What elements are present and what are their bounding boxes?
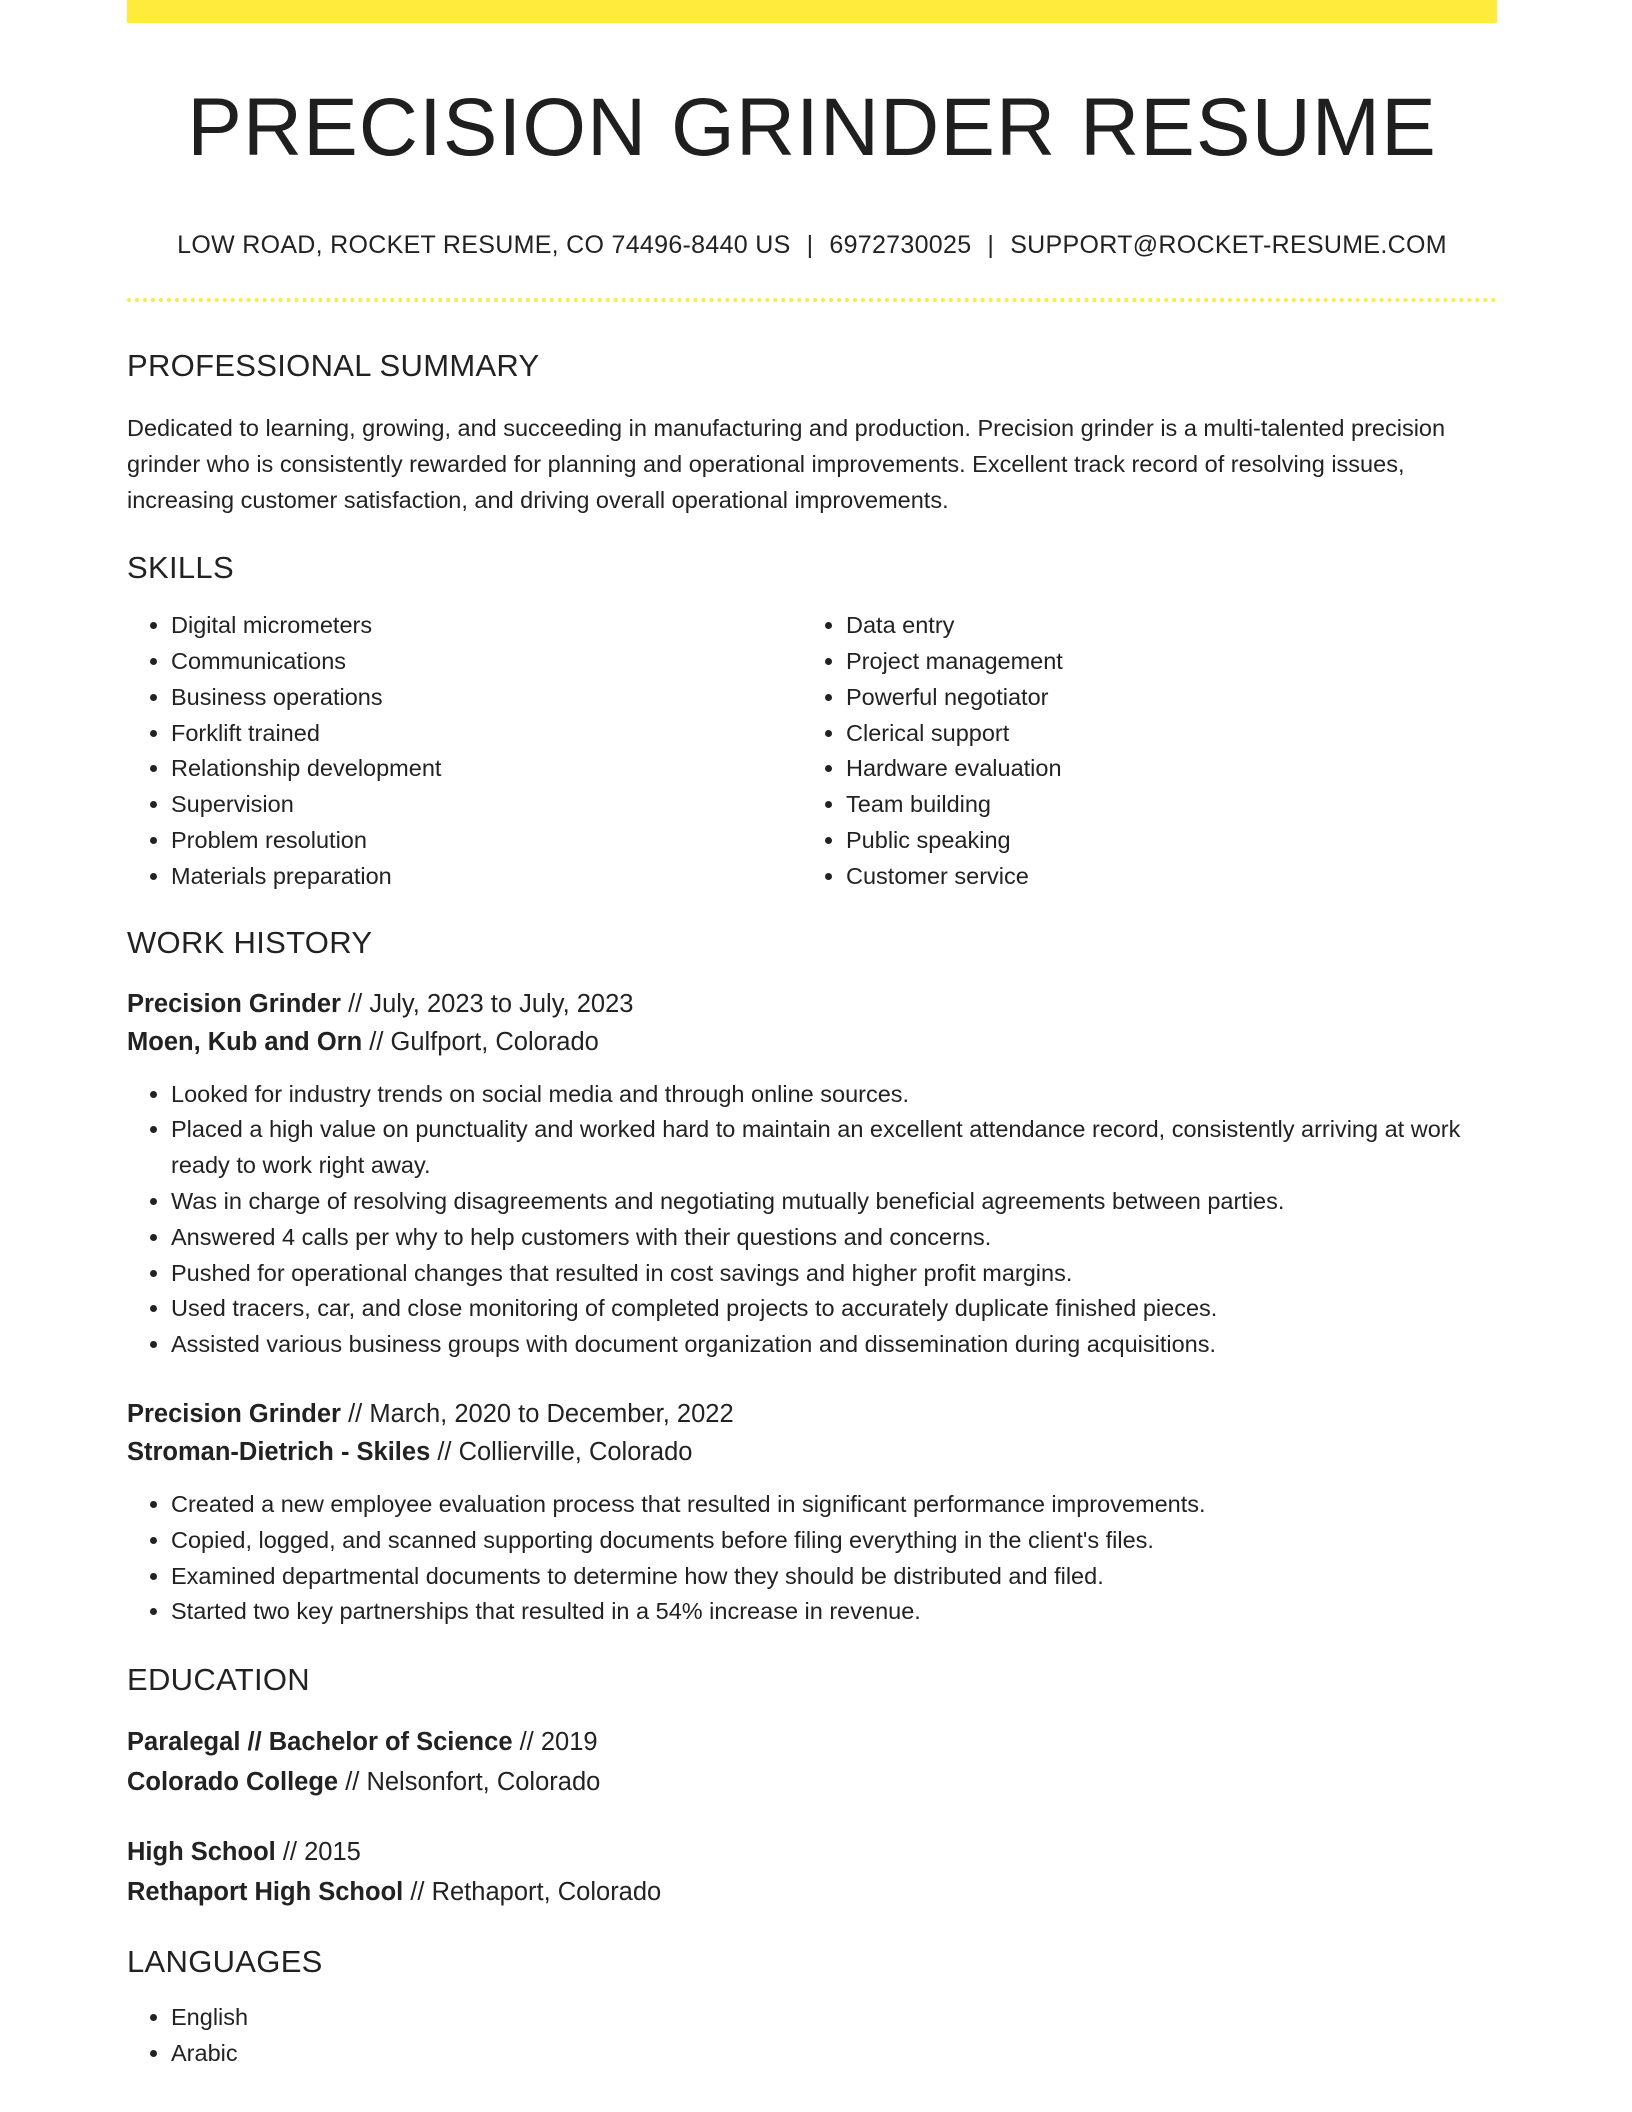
skill-item: • Supervision	[171, 787, 802, 823]
skill-item: • Data entry	[846, 608, 1477, 644]
contact-line	[127, 231, 1497, 260]
job-title-line	[127, 1395, 1497, 1433]
contact-phone: 6972730025	[829, 231, 972, 260]
education-location: // Nelsonfort, Colorado	[338, 1768, 601, 1797]
skill-item: • Project management	[846, 644, 1477, 680]
skill-item: • Customer service	[846, 859, 1477, 895]
education-entry	[127, 1722, 1497, 1802]
skill-item: • Communications	[171, 644, 802, 680]
job-bullet: • Placed a high value on punctuality and worked hard to maintain an excellent attendance record, consistently arriving at work ready to work right away.	[171, 1112, 1497, 1184]
job-bullet: • Started two key partnerships that resulted in a 54% increase in revenue.	[171, 1594, 1497, 1630]
skill-item: • Hardware evaluation	[846, 751, 1477, 787]
resume-page	[127, 0, 1497, 2072]
job-entry	[127, 985, 1497, 1363]
job-bullet: • Examined departmental documents to determine how they should be distributed and filed.	[171, 1559, 1497, 1595]
job-company-line	[127, 1433, 1497, 1471]
education-year: // 2019	[512, 1728, 598, 1757]
education-degree-line	[127, 1722, 1497, 1762]
job-role: Precision Grinder	[127, 1399, 341, 1428]
languages-list	[127, 2000, 1497, 2072]
job-entry	[127, 1395, 1497, 1630]
job-company: Stroman-Dietrich - Skiles	[127, 1437, 431, 1466]
job-title-line	[127, 985, 1497, 1023]
languages-heading: LANGUAGES	[127, 1944, 323, 1980]
job-bullets	[127, 1077, 1497, 1363]
job-bullet: • Assisted various business groups with document organization and dissemination during acquisitions.	[171, 1327, 1497, 1363]
job-bullet: • Created a new employee evaluation process that resulted in significant performance improvements.	[171, 1487, 1497, 1523]
job-dates: // March, 2020 to December, 2022	[341, 1399, 734, 1428]
job-company: Moen, Kub and Orn	[127, 1027, 363, 1056]
education-school-line	[127, 1872, 1497, 1912]
job-location: // Gulfport, Colorado	[362, 1027, 599, 1056]
education-location: // Rethaport, Colorado	[403, 1878, 662, 1907]
skill-item: • Relationship development	[171, 751, 802, 787]
education-degree: Paralegal // Bachelor of Science	[127, 1728, 513, 1757]
language-item: • English	[171, 2000, 1497, 2036]
skill-item: • Powerful negotiator	[846, 680, 1477, 716]
job-bullet: • Used tracers, car, and close monitoring of completed projects to accurately duplicate finished pieces.	[171, 1291, 1497, 1327]
resume-title: PRECISION GRINDER RESUME	[187, 82, 1437, 173]
summary-text: Dedicated to learning, growing, and succeeding in manufacturing and production. Precision grinder is a multi-talented precision grinder who is consistently rewarded for planning and operational improvements. Excellent track record of resolving issues, increasing customer satisfaction, and driving overall operational improvements.	[127, 415, 1446, 514]
skill-item: • Digital micrometers	[171, 608, 802, 644]
skills-column-right	[802, 608, 1477, 894]
job-role: Precision Grinder	[127, 989, 341, 1018]
job-company-line	[127, 1023, 1497, 1061]
job-bullet: • Looked for industry trends on social media and through online sources.	[171, 1077, 1497, 1113]
education-year: // 2015	[275, 1838, 361, 1867]
skill-item: • Forklift trained	[171, 716, 802, 752]
summary-heading: PROFESSIONAL SUMMARY	[127, 348, 540, 384]
skills-heading: SKILLS	[127, 550, 234, 586]
skill-item: • Clerical support	[846, 716, 1477, 752]
skills-list	[127, 608, 1497, 894]
contact-email: SUPPORT@ROCKET-RESUME.COM	[1010, 231, 1447, 260]
education-school: Rethaport High School	[127, 1878, 404, 1907]
skill-item: • Public speaking	[846, 823, 1477, 859]
skill-item: • Materials preparation	[171, 859, 802, 895]
accent-top-bar	[127, 0, 1497, 23]
language-item: • Arabic	[171, 2036, 1497, 2072]
job-bullets	[127, 1487, 1497, 1630]
education-school-line	[127, 1762, 1497, 1802]
education-entry	[127, 1832, 1497, 1912]
job-bullet: • Was in charge of resolving disagreements and negotiating mutually beneficial agreements between parties.	[171, 1184, 1497, 1220]
skills-column-left	[127, 608, 802, 894]
contact-separator: |	[806, 231, 814, 260]
contact-address: LOW ROAD, ROCKET RESUME, CO 74496-8440 US	[177, 231, 791, 260]
job-bullet: • Pushed for operational changes that resulted in cost savings and higher profit margins.	[171, 1256, 1497, 1292]
education-degree-line	[127, 1832, 1497, 1872]
contact-separator: |	[987, 231, 995, 260]
skill-item: • Team building	[846, 787, 1477, 823]
job-dates: // July, 2023 to July, 2023	[341, 989, 634, 1018]
skill-item: • Business operations	[171, 680, 802, 716]
dotted-divider	[127, 298, 1497, 302]
work-history-heading: WORK HISTORY	[127, 924, 373, 960]
education-heading: EDUCATION	[127, 1662, 310, 1698]
education-school: Colorado College	[127, 1768, 339, 1797]
job-bullet: • Copied, logged, and scanned supporting documents before filing everything in the client's files.	[171, 1523, 1497, 1559]
job-bullet: • Answered 4 calls per why to help customers with their questions and concerns.	[171, 1220, 1497, 1256]
skill-item: • Problem resolution	[171, 823, 802, 859]
job-location: // Collierville, Colorado	[430, 1437, 693, 1466]
education-degree: High School	[127, 1838, 276, 1867]
